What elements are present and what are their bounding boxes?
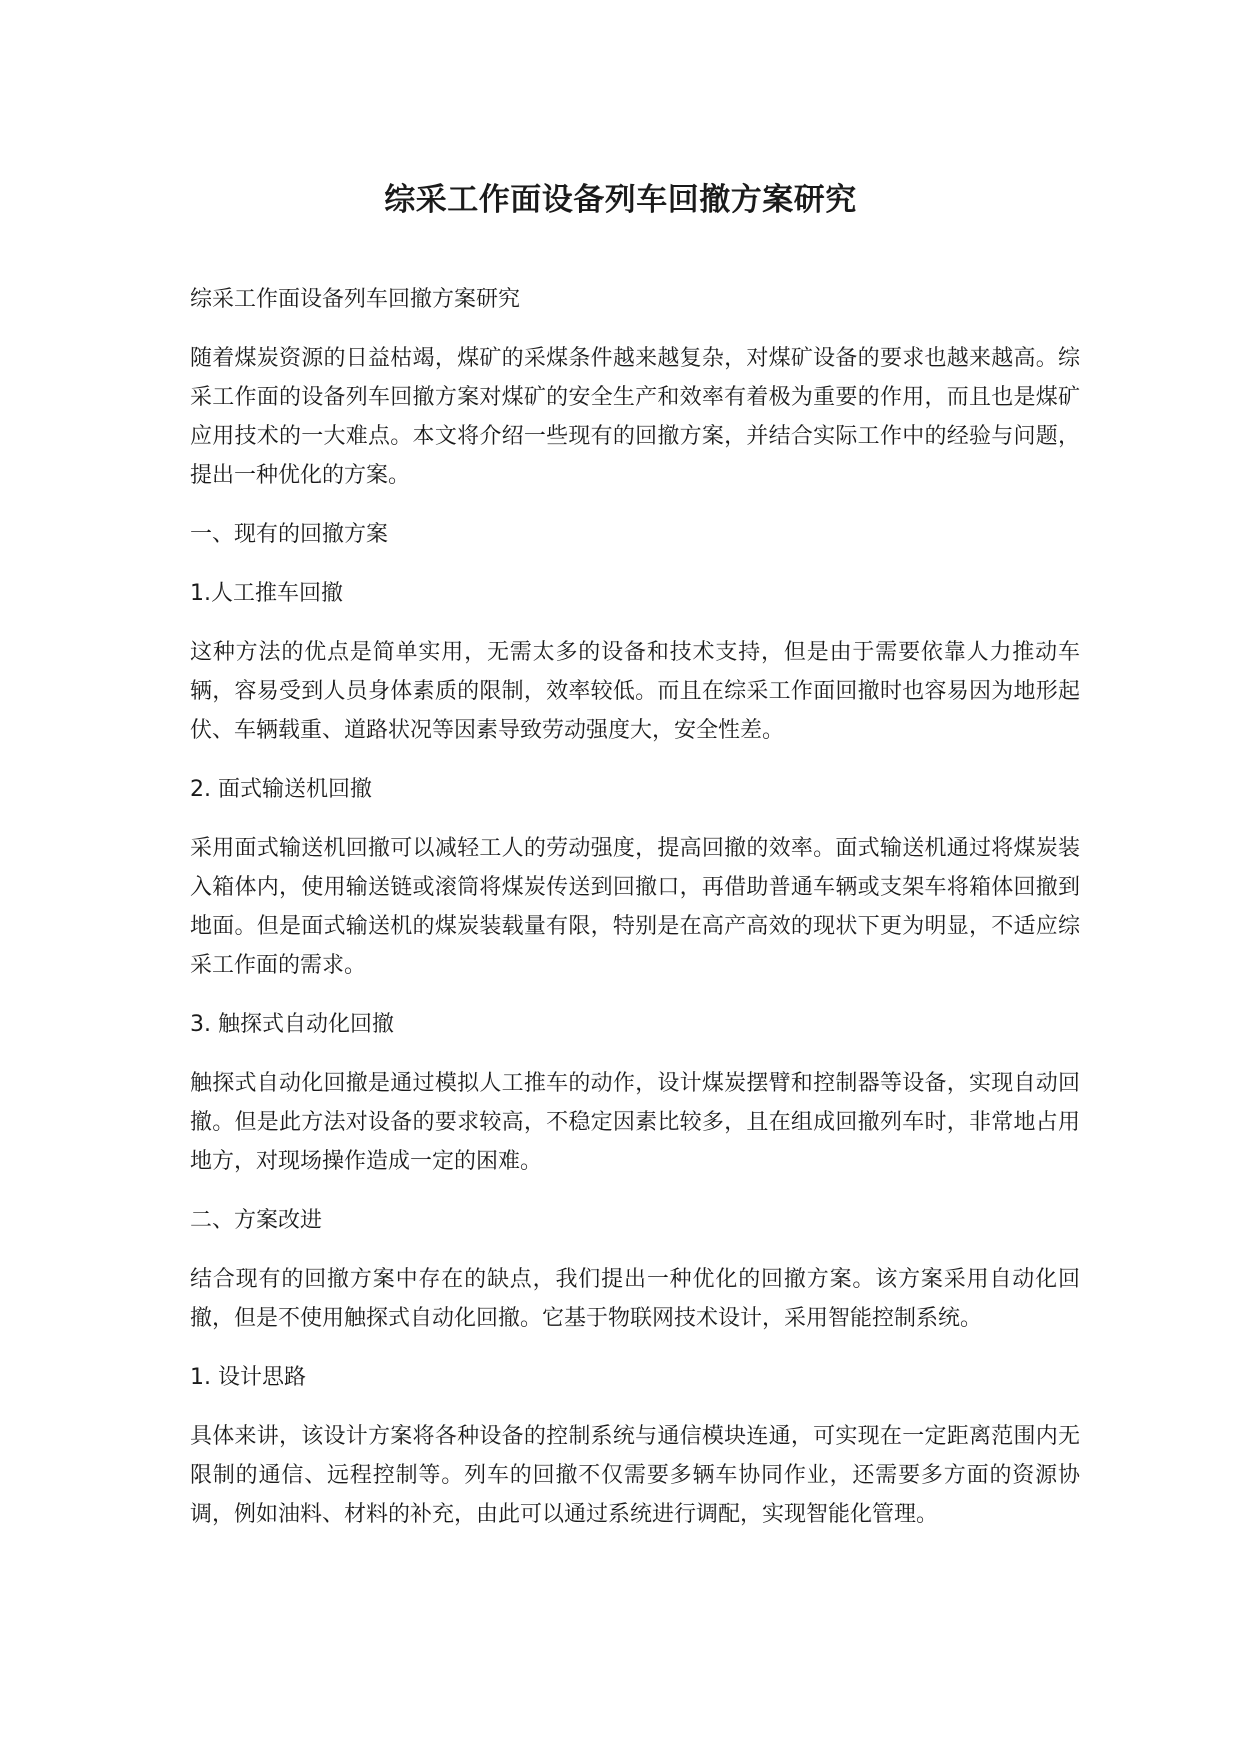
document-title: 综采工作面设备列车回撤方案研究 <box>384 182 857 218</box>
paragraph-manual-push: 这种方法的优点是简单实用，无需太多的设备和技术支持，但是由于需要依靠人力推动车辆，容易受到人员身体素质的限制，效率较低。而且在综采工作面回撤时也容易因为地形起伏、车辆载重、道路状况等因素导致劳动强度大，安全性差。 <box>190 640 1080 743</box>
item-heading-manual-push: 1.人工推车回撤 <box>190 581 343 606</box>
paragraph-probe-automation: 触探式自动化回撤是通过模拟人工推车的动作，设计煤炭摆臂和控制器等设备，实现自动回撤。但是此方法对设备的要求较高，不稳定因素比较多，且在组成回撤列车时，非常地占用地方，对现场操作造成一定的困难。 <box>190 1071 1080 1174</box>
paragraph-design-idea: 具体来讲，该设计方案将各种设备的控制系统与通信模块连通，可实现在一定距离范围内无限制的通信、远程控制等。列车的回撤不仅需要多辆车协同作业，还需要多方面的资源协调，例如油料、材料的补充，由此可以通过系统进行调配，实现智能化管理。 <box>190 1424 1080 1527</box>
section-heading-existing-solutions: 一、现有的回撤方案 <box>190 522 389 547</box>
document-body <box>190 280 1080 1554</box>
paragraph-improvement: 结合现有的回撤方案中存在的缺点，我们提出一种优化的回撤方案。该方案采用自动化回撤，但是不使用触探式自动化回撤。它基于物联网技术设计，采用智能控制系统。 <box>190 1267 1080 1331</box>
intro-paragraph: 随着煤炭资源的日益枯竭，煤矿的采煤条件越来越复杂，对煤矿设备的要求也越来越高。综采工作面的设备列车回撤方案对煤矿的安全生产和效率有着极为重要的作用，而且也是煤矿应用技术的一大难点。本文将介绍一些现有的回撤方案，并结合实际工作中的经验与问题，提出一种优化的方案。 <box>190 346 1080 488</box>
item-heading-design-idea: 1. 设计思路 <box>190 1365 306 1390</box>
document-subtitle: 综采工作面设备列车回撤方案研究 <box>190 287 521 312</box>
item-heading-face-conveyor: 2. 面式输送机回撤 <box>190 777 372 802</box>
item-heading-probe-automation: 3. 触探式自动化回撤 <box>190 1012 394 1037</box>
section-heading-improvement: 二、方案改进 <box>190 1208 323 1233</box>
paragraph-face-conveyor: 采用面式输送机回撤可以减轻工人的劳动强度，提高回撤的效率。面式输送机通过将煤炭装入箱体内，使用输送链或滚筒将煤炭传送到回撤口，再借助普通车辆或支架车将箱体回撤到地面。但是面式输送机的煤炭装载量有限，特别是在高产高效的现状下更为明显，不适应综采工作面的需求。 <box>190 836 1080 978</box>
